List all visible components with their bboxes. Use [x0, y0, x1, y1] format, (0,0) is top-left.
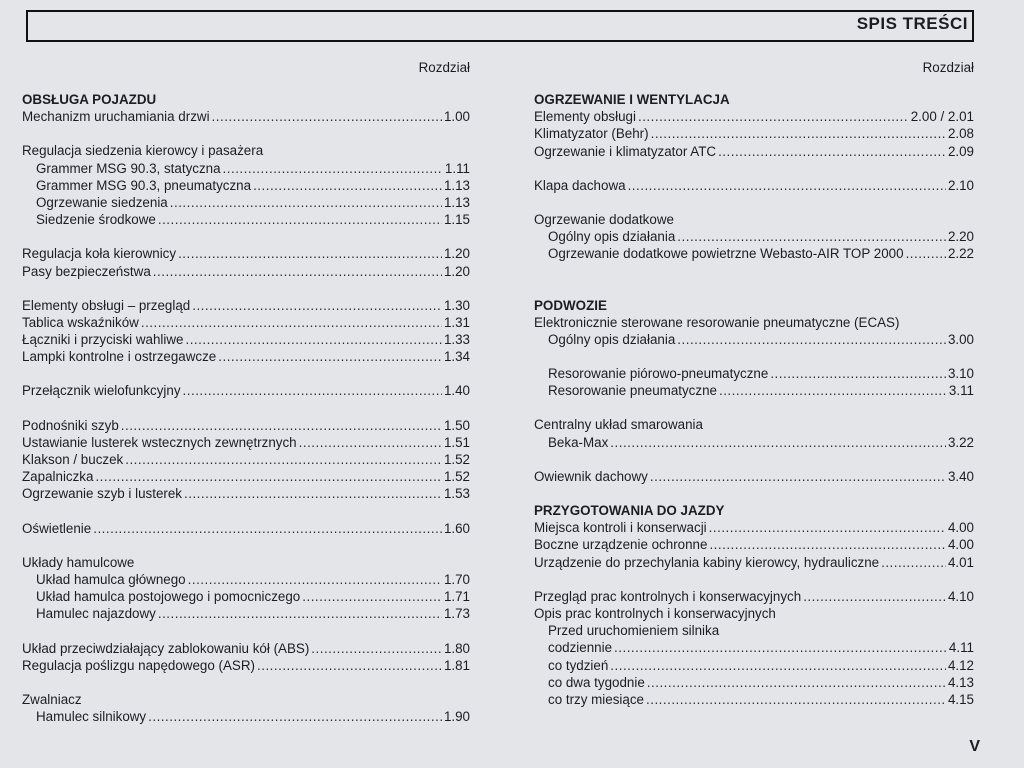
toc-entry	[22, 348, 470, 365]
dot-leader	[184, 485, 442, 502]
dot-leader	[677, 228, 946, 245]
toc-entry-title: Owiewnik dachowy	[534, 468, 648, 484]
toc-entry-title: Regulacja koła kierownicy	[22, 246, 177, 262]
dot-leader	[610, 434, 946, 451]
toc-entry-page: 1.30	[443, 297, 470, 313]
section-title: PRZYGOTOWANIA DO JAZDY	[534, 503, 725, 518]
toc-entry-page: 1.50	[443, 417, 470, 433]
dot-leader	[93, 520, 442, 537]
toc-entry	[22, 108, 470, 125]
toc-entry-page: 1.13	[443, 194, 470, 210]
toc-entry-page: 2.22	[947, 246, 974, 262]
toc-entry-page: 1.20	[443, 263, 470, 279]
dot-leader	[218, 348, 442, 365]
toc-entry-title: Układ hamulca postojowego i pomocniczego	[36, 589, 301, 605]
toc-right-body	[534, 91, 974, 708]
dot-leader	[803, 588, 946, 605]
toc-entry	[22, 640, 470, 657]
toc-entry-title: Ogrzewanie i klimatyzator ATC	[534, 143, 717, 159]
toc-entry-title: Grammer MSG 90.3, statyczna	[36, 160, 221, 176]
toc-entry-page: 1.73	[443, 606, 470, 622]
toc-entry	[534, 674, 974, 691]
dot-leader	[718, 143, 946, 160]
block-spacer	[22, 674, 470, 691]
column-header-chapter: Rozdział	[922, 60, 974, 75]
dot-leader	[95, 468, 441, 485]
toc-entry-page: 3.40	[947, 468, 974, 484]
toc-entry-title: Beka-Max	[548, 434, 609, 450]
dot-leader	[153, 263, 442, 280]
dot-leader	[906, 245, 946, 262]
toc-entry-page: 3.00	[947, 331, 974, 347]
toc-entry	[22, 657, 470, 674]
toc-entry-page: 1.52	[443, 469, 470, 485]
toc-entry-page: 1.80	[443, 640, 470, 656]
toc-entry	[534, 434, 974, 451]
dot-leader	[223, 160, 443, 177]
toc-entry	[534, 519, 974, 536]
toc-entry	[534, 554, 974, 571]
toc-entry	[534, 245, 974, 262]
toc-entry-page: 1.34	[443, 349, 470, 365]
toc-entry	[22, 485, 470, 502]
dot-leader	[148, 708, 442, 725]
toc-entry-title: Przegląd prac kontrolnych i konserwacyjnych	[534, 588, 802, 604]
toc-entry-title: Urządzenie do przechylania kabiny kierowcy, hydrauliczne	[534, 554, 880, 570]
dot-leader	[192, 297, 442, 314]
header-box	[26, 10, 974, 42]
toc-entry-page: 2.10	[947, 177, 974, 193]
dot-leader	[709, 536, 945, 553]
section-title: PODWOZIE	[534, 297, 607, 313]
subsection-heading: Ogrzewanie dodatkowe	[534, 211, 674, 227]
toc-entry-title: co tydzień	[548, 657, 609, 673]
block-spacer	[22, 623, 470, 640]
block-spacer	[534, 348, 974, 365]
subsection-heading: Opis prac kontrolnych i konserwacyjnych	[534, 605, 776, 621]
toc-entry-page: 1.00	[443, 109, 470, 125]
toc-entry	[22, 194, 470, 211]
toc-entry	[534, 108, 974, 125]
toc-entry-title: Hamulec najazdowy	[36, 606, 156, 622]
toc-entry-title: Układ hamulca głównego	[36, 571, 186, 587]
dot-leader	[650, 468, 946, 485]
toc-entry-title: Klapa dachowa	[534, 177, 626, 193]
toc-entry-page: 2.00 / 2.01	[910, 109, 974, 125]
toc-entry	[22, 263, 470, 280]
toc-entry	[534, 365, 974, 382]
toc-entry-page: 1.60	[443, 520, 470, 536]
block-spacer	[22, 365, 470, 382]
block-spacer	[534, 160, 974, 177]
dot-leader	[299, 434, 442, 451]
toc-entry-title: Regulacja poślizgu napędowego (ASR)	[22, 657, 255, 673]
block-spacer	[22, 400, 470, 417]
subsection-subheading: Przed uruchomieniem silnika	[548, 623, 720, 639]
toc-left-column	[22, 60, 470, 725]
toc-entry	[534, 331, 974, 348]
toc-entry-title: Elementy obsługi – przegląd	[22, 297, 191, 313]
toc-entry-page: 1.11	[444, 160, 470, 176]
block-spacer	[22, 228, 470, 245]
toc-entry-page: 4.12	[947, 657, 974, 673]
dot-leader	[719, 382, 947, 399]
toc-entry-page: 1.81	[443, 657, 470, 673]
toc-entry-page: 1.51	[443, 434, 470, 450]
toc-entry-title: Przełącznik wielofunkcyjny	[22, 383, 181, 399]
dot-leader	[647, 674, 946, 691]
block-spacer	[534, 263, 974, 297]
subsection-heading: Układy hamulcowe	[22, 554, 135, 570]
block-spacer	[534, 399, 974, 416]
toc-entry-page: 1.90	[443, 709, 470, 725]
toc-entry	[534, 125, 974, 142]
dot-leader	[770, 365, 946, 382]
toc-entry-page: 4.11	[948, 640, 974, 656]
toc-entry	[22, 382, 470, 399]
toc-entry-page: 1.52	[443, 452, 470, 467]
dot-leader	[141, 314, 442, 331]
dot-leader	[651, 125, 946, 142]
toc-entry	[534, 228, 974, 245]
toc-entry-page: 1.13	[443, 177, 470, 193]
toc-entry-title: Tablica wskaźników	[22, 314, 139, 330]
subsection-heading: Centralny układ smarowania	[534, 417, 703, 433]
dot-leader	[158, 211, 442, 228]
toc-entry	[22, 297, 470, 314]
dot-leader	[257, 657, 442, 674]
toc-entry-page: 3.22	[947, 434, 974, 450]
toc-entry-title: Grammer MSG 90.3, pneumatyczna	[36, 177, 252, 193]
dot-leader	[610, 657, 946, 674]
toc-entry	[22, 708, 470, 725]
toc-entry-title: Ogólny opis działania	[548, 229, 676, 245]
toc-entry	[534, 657, 974, 674]
toc-entry	[22, 571, 470, 588]
toc-left-body	[22, 91, 470, 725]
toc-entry	[22, 468, 470, 485]
toc-entry-page: 4.01	[947, 554, 974, 570]
toc-entry-page: 1.53	[443, 486, 470, 502]
toc-entry-title: Ogrzewanie siedzenia	[36, 194, 168, 210]
toc-entry	[534, 468, 974, 485]
dot-leader	[311, 640, 442, 657]
toc-entry-title: Łączniki i przyciski wahliwe	[22, 332, 184, 348]
toc-entry-page: 4.00	[947, 520, 974, 536]
block-spacer	[534, 485, 974, 502]
dot-leader	[614, 639, 947, 656]
toc-entry-page: 2.20	[947, 229, 974, 245]
dot-leader	[158, 605, 442, 622]
toc-entry	[22, 434, 470, 451]
toc-entry-title: co dwa tygodnie	[548, 674, 645, 690]
toc-entry-page: 4.13	[947, 674, 974, 690]
toc-right-column	[534, 60, 974, 708]
toc-entry-title: Resorowanie pneumatyczne	[548, 383, 717, 399]
toc-entry	[22, 605, 470, 622]
block-spacer	[22, 537, 470, 554]
dot-leader	[212, 108, 442, 125]
block-spacer	[22, 280, 470, 297]
dot-leader	[178, 245, 442, 262]
dot-leader	[646, 691, 946, 708]
toc-entry-page: 3.10	[947, 366, 974, 382]
block-spacer	[534, 571, 974, 588]
toc-entry-title: Układ przeciwdziałający zablokowaniu kół (ABS)	[22, 640, 310, 656]
block-spacer	[22, 503, 470, 520]
toc-entry-page: 1.15	[443, 212, 470, 228]
page-number: V	[969, 738, 980, 755]
toc-entry-title: Lampki kontrolne i ostrzegawcze	[22, 349, 217, 365]
toc-entry	[22, 588, 470, 605]
subsection-heading: Elektronicznie sterowane resorowanie pneumatyczne (ECAS)	[534, 314, 900, 330]
toc-entry	[22, 160, 470, 177]
toc-entry-title: Zapalniczka	[22, 469, 94, 485]
toc-entry	[22, 245, 470, 262]
toc-entry-page: 1.33	[443, 332, 470, 348]
dot-leader	[628, 177, 946, 194]
block-spacer	[22, 125, 470, 142]
toc-entry-page: 1.31	[443, 314, 470, 330]
toc-entry-page: 2.08	[947, 126, 974, 142]
toc-entry-page: 1.71	[443, 589, 470, 605]
dot-leader	[170, 194, 442, 211]
toc-entry-title: Boczne urządzenie ochronne	[534, 537, 708, 553]
toc-entry	[22, 177, 470, 194]
toc-entry	[534, 691, 974, 708]
toc-entry	[22, 314, 470, 331]
toc-entry	[534, 382, 974, 399]
toc-entry-page: 4.10	[947, 588, 974, 604]
page-title: SPIS TREŚCI	[856, 14, 968, 33]
toc-entry	[534, 588, 974, 605]
toc-entry-title: Ustawianie lusterek wstecznych zewnętrznych	[22, 434, 297, 450]
toc-entry	[534, 639, 974, 656]
toc-entry-title: Hamulec silnikowy	[36, 709, 147, 725]
toc-entry	[534, 143, 974, 160]
column-header-chapter: Rozdział	[418, 60, 470, 75]
dot-leader	[188, 571, 442, 588]
dot-leader	[185, 331, 441, 348]
block-spacer	[534, 451, 974, 468]
toc-entry-title: Resorowanie piórowo-pneumatyczne	[548, 366, 769, 382]
toc-entry	[534, 177, 974, 194]
toc-entry-title: co trzy miesiące	[548, 691, 644, 707]
dot-leader	[125, 451, 442, 468]
toc-entry-title: Siedzenie środkowe	[36, 212, 156, 228]
toc-entry	[22, 520, 470, 537]
dot-leader	[638, 108, 909, 125]
toc-entry	[22, 211, 470, 228]
toc-entry-page: 1.20	[443, 246, 470, 262]
toc-entry-title: Pasy bezpieczeństwa	[22, 263, 151, 279]
toc-entry-title: Ogólny opis działania	[548, 331, 676, 347]
toc-entry-title: Klakson / buczek	[22, 452, 124, 467]
dot-leader	[121, 417, 442, 434]
toc-entry-page: 4.00	[947, 537, 974, 553]
toc-entry-page: 4.15	[947, 691, 974, 707]
toc-entry-title: Ogrzewanie szyb i lusterek	[22, 486, 183, 502]
toc-entry	[22, 331, 470, 348]
subsection-heading: Regulacja siedzenia kierowcy i pasażera	[22, 143, 264, 159]
block-spacer	[534, 194, 974, 211]
toc-entry	[22, 417, 470, 434]
section-title: OGRZEWANIE I WENTYLACJA	[534, 92, 730, 107]
toc-entry-page: 1.70	[443, 571, 470, 587]
toc-entry-title: codziennie	[548, 640, 613, 656]
toc-entry	[534, 536, 974, 553]
dot-leader	[709, 519, 946, 536]
toc-entry-title: Oświetlenie	[22, 520, 92, 536]
dot-leader	[677, 331, 946, 348]
dot-leader	[302, 588, 442, 605]
dot-leader	[183, 382, 442, 399]
toc-entry-page: 3.11	[948, 383, 974, 399]
subsection-heading: Zwalniacz	[22, 691, 82, 707]
toc-entry-title: Mechanizm uruchamiania drzwi	[22, 109, 210, 125]
toc-entry-page: 1.40	[443, 383, 470, 399]
section-title: OBSŁUGA POJAZDU	[22, 92, 157, 107]
toc-entry-title: Podnośniki szyb	[22, 417, 119, 433]
toc-entry	[22, 451, 470, 468]
dot-leader	[253, 177, 442, 194]
toc-entry-title: Miejsca kontroli i konserwacji	[534, 520, 707, 536]
toc-entry-title: Ogrzewanie dodatkowe powietrzne Webasto-AIR TOP 2000	[548, 246, 904, 262]
toc-entry-page: 2.09	[947, 143, 974, 159]
dot-leader	[881, 554, 946, 571]
toc-entry-title: Elementy obsługi	[534, 109, 636, 125]
toc-entry-title: Klimatyzator (Behr)	[534, 126, 649, 142]
